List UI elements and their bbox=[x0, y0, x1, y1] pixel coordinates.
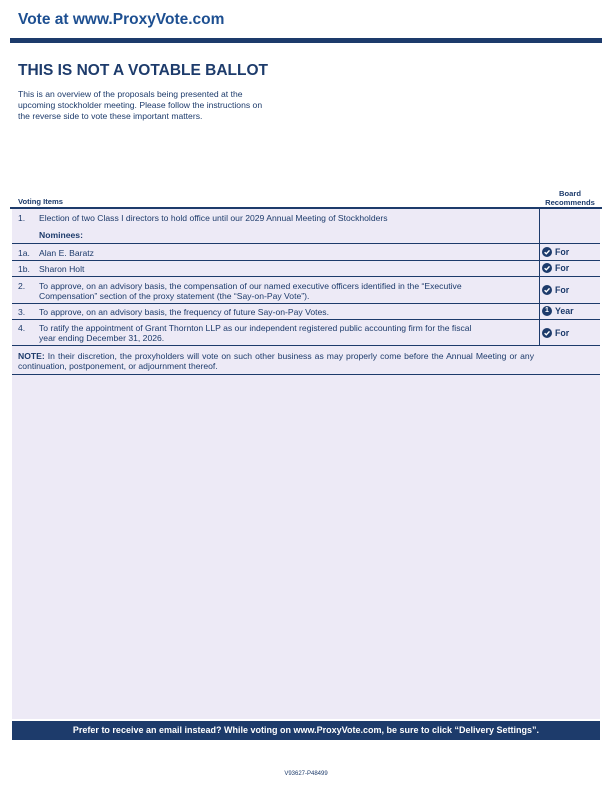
note-text bbox=[18, 351, 534, 371]
proposal-number: 1. bbox=[18, 213, 26, 223]
nominee-name: Alan E. Baratz bbox=[39, 248, 94, 258]
proposal-number: 4. bbox=[18, 323, 26, 333]
page-heading: THIS IS NOT A VOTABLE BALLOT bbox=[18, 62, 268, 79]
proposal-text-line-1: To ratify the appointment of Grant Thornton LLP as our independent registered public accounting firm for the fiscal bbox=[39, 323, 472, 333]
board-recommendation bbox=[542, 247, 569, 257]
nominees-label: Nominees: bbox=[39, 230, 83, 240]
board-recommends-header bbox=[540, 189, 600, 207]
proposal-text-line-2: Compensation” section of the proxy statement (the “Say-on-Pay Vote”). bbox=[39, 291, 310, 301]
proposal-text bbox=[39, 323, 539, 343]
recommendation-label: For bbox=[555, 263, 570, 273]
proposal-text-line-2: year ending December 31, 2026. bbox=[39, 333, 165, 343]
proposal-number: 2. bbox=[18, 281, 26, 291]
proposal-row-3 bbox=[12, 304, 600, 320]
recommendation-label: For bbox=[555, 247, 570, 257]
note-body: In their discretion, the proxyholders will vote on such other business as may properly come before the Annual Meeting or any continuation, postponement, or adjournment thereof. bbox=[18, 351, 534, 371]
board-recommendation bbox=[542, 306, 574, 316]
proposal-text-line-1: To approve, on an advisory basis, the compensation of our named executive officers identified in the “Executive bbox=[39, 281, 462, 291]
nominee-row-1a bbox=[12, 244, 600, 261]
intro-line-3: the reverse side to vote these important matters. bbox=[18, 111, 203, 121]
check-circle-icon bbox=[542, 247, 552, 257]
proposal-text: Election of two Class I directors to hold office until our 2029 Annual Meeting of Stockholders bbox=[39, 213, 388, 223]
proposal-text: To approve, on an advisory basis, the frequency of future Say-on-Pay Votes. bbox=[39, 307, 329, 317]
frequency-badge: 1 bbox=[545, 307, 549, 314]
check-circle-icon bbox=[542, 263, 552, 273]
delivery-settings-banner: Prefer to receive an email instead? While voting on www.ProxyVote.com, be sure to click “Delivery Settings”. bbox=[12, 721, 600, 740]
intro-line-1: This is an overview of the proposals being presented at the bbox=[18, 89, 243, 99]
proposal-number: 3. bbox=[18, 307, 26, 317]
board-recommendation bbox=[542, 328, 569, 338]
nominee-number: 1a. bbox=[18, 248, 30, 258]
board-recommendation bbox=[542, 263, 569, 273]
proposal-row-2 bbox=[12, 277, 600, 304]
proposal-row-4 bbox=[12, 320, 600, 346]
document-code: V93627-P48499 bbox=[284, 771, 328, 777]
nominee-number: 1b. bbox=[18, 264, 30, 274]
board-recommendation bbox=[542, 285, 569, 295]
check-circle-icon bbox=[542, 285, 552, 295]
voting-items-header: Voting Items bbox=[18, 197, 64, 206]
board-column-divider bbox=[539, 209, 540, 346]
note-label: NOTE: bbox=[18, 351, 45, 361]
proposal-row-1 bbox=[12, 209, 600, 244]
intro-text bbox=[18, 89, 318, 122]
proposal-text bbox=[39, 281, 539, 301]
check-circle-icon bbox=[542, 328, 552, 338]
recommendation-label: Year bbox=[555, 306, 574, 316]
site-title: Vote at www.ProxyVote.com bbox=[18, 11, 225, 28]
recommendation-label: For bbox=[555, 328, 570, 338]
nominee-name: Sharon Holt bbox=[39, 264, 85, 274]
intro-line-2: upcoming stockholder meeting. Please follow the instructions on bbox=[18, 100, 263, 110]
board-header-line-2: Recommends bbox=[545, 198, 595, 207]
nominee-row-1b bbox=[12, 261, 600, 277]
board-header-line-1: Board bbox=[559, 189, 581, 198]
recommendation-label: For bbox=[555, 285, 570, 295]
top-divider bbox=[10, 38, 602, 43]
